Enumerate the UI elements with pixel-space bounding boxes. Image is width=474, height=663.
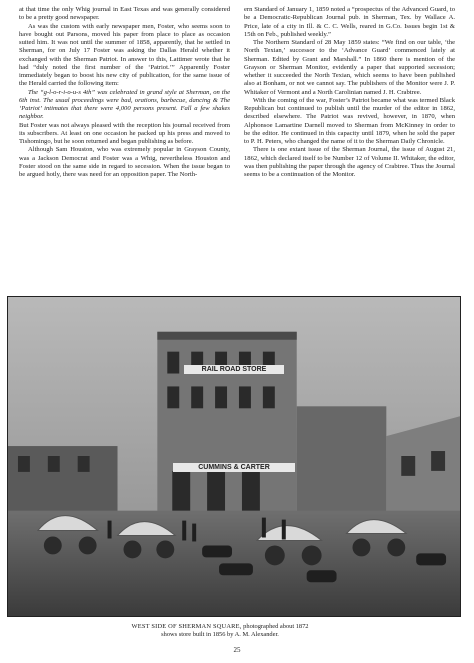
photo-illustration xyxy=(8,297,460,616)
caption-text: photographed about 1872 xyxy=(243,623,309,630)
left-column xyxy=(19,6,230,179)
caption-title: WEST SIDE OF SHERMAN SQUARE, xyxy=(131,623,242,630)
page-number: 25 xyxy=(233,646,241,654)
paragraph: But Foster was not always pleased with the reception his journal received from its subscribers. At least on one occasion he packed up his press and moved to Tishomingo, but he soon returned and began publishing as before. xyxy=(19,121,230,145)
paragraph: The Northern Standard of 28 May 1859 states: “We find on our table, ‘the North Texian,’ successor to the ‘Advance Guard’ commenced lately at Sherman. Edited by Grant and Marshall.” In 1860 there is mention of the Grayson or Sherman Monitor, evidently a paper that supported secession; whether it succeeded the North Texian, which seems to have been published also at Bonham, or not we cannot say. The publishers of the Monitor were J. P. Whitaker of Vermont and a North Carolinian named J. H. Crabtree. xyxy=(244,39,455,96)
paragraph: Although Sam Houston, who was extremely popular in Grayson County, was a Jackson Democrat and Foster was a Whig, nevertheless Houston and Foster stood on the same side in regard to secession. When the issue began to be argued hotly, there was need for an opposition paper. The North- xyxy=(19,146,230,178)
paragraph: at that time the only Whig journal in East Texas and was generally considered to be a pretty good newspaper. xyxy=(19,6,230,22)
sign-cummins-and-carter: CUMMINS & CARTER xyxy=(173,463,295,472)
paragraph: ern Standard of January 1, 1859 noted a “prospectus of the Advanced Guard, to be a Democratic-Republican Journal pub. in Sherman, Tex. by Wallace A. Price, late of a city in Ill. & C. C. Wells, reared in G.Co. Issues begin 1st & 15th on Feb., published weekly.” xyxy=(244,6,455,38)
right-column xyxy=(244,6,455,179)
sign-rail-road-store: RAIL ROAD STORE xyxy=(184,365,284,374)
caption-line-2: shows store built in 1856 by A. M. Alexander. xyxy=(161,631,279,638)
paragraph: As was the custom with early newspaper men, Foster, who seems soon to have bought out Parsons, moved his paper from place to place as occasion suited him. It was not until the summer of 1858, apparently, that he settled in Sherman, for on July 17 Foster was asking the Dallas Herald whether it exchanged with the Sherman Patriot. In answer to this, Lattimer wrote that he had “duly noted the first number of the ‘Patriot.’” Apparently Foster immediately began to boost his new city of publication, for the same issue of the Herald carried the following item: xyxy=(19,22,230,88)
paragraph: With the coming of the war, Foster’s Patriot became what was termed Black Republican but continued to publish until the murder of the editor in 1862, described elsewhere. The Patriot was revived, however, in 1870, when Alphonsoe Lamartine Darnell moved to Sherman from McKinney in order to be the editor. He continued in this capacity until 1879, when he sold the paper to P. H. Peters, who changed the name of it to the Sherman Daily Chronicle. xyxy=(244,96,455,145)
paragraph: There is one extant issue of the Sherman Journal, the issue of August 21, 1862, which declared itself to be Number 12 of Volume II. Whitaker, the editor, was then publishing the paper through the agency of Crabtree. Thus the Journal seems to be a continuation of the Monitor. xyxy=(244,146,455,178)
quoted-item: The “g-l-o-r-i-o-u-s 4th” was celebrated in grand style at Sherman, on the 6th inst. The usual proceedings were bad, orations, barbecue, dancing & The ‘Patriot’ intimates that there were 4,000 persons present. Fall a few shakes neighbor. xyxy=(19,88,230,121)
historic-photograph xyxy=(7,296,461,617)
photo-caption xyxy=(100,623,340,639)
